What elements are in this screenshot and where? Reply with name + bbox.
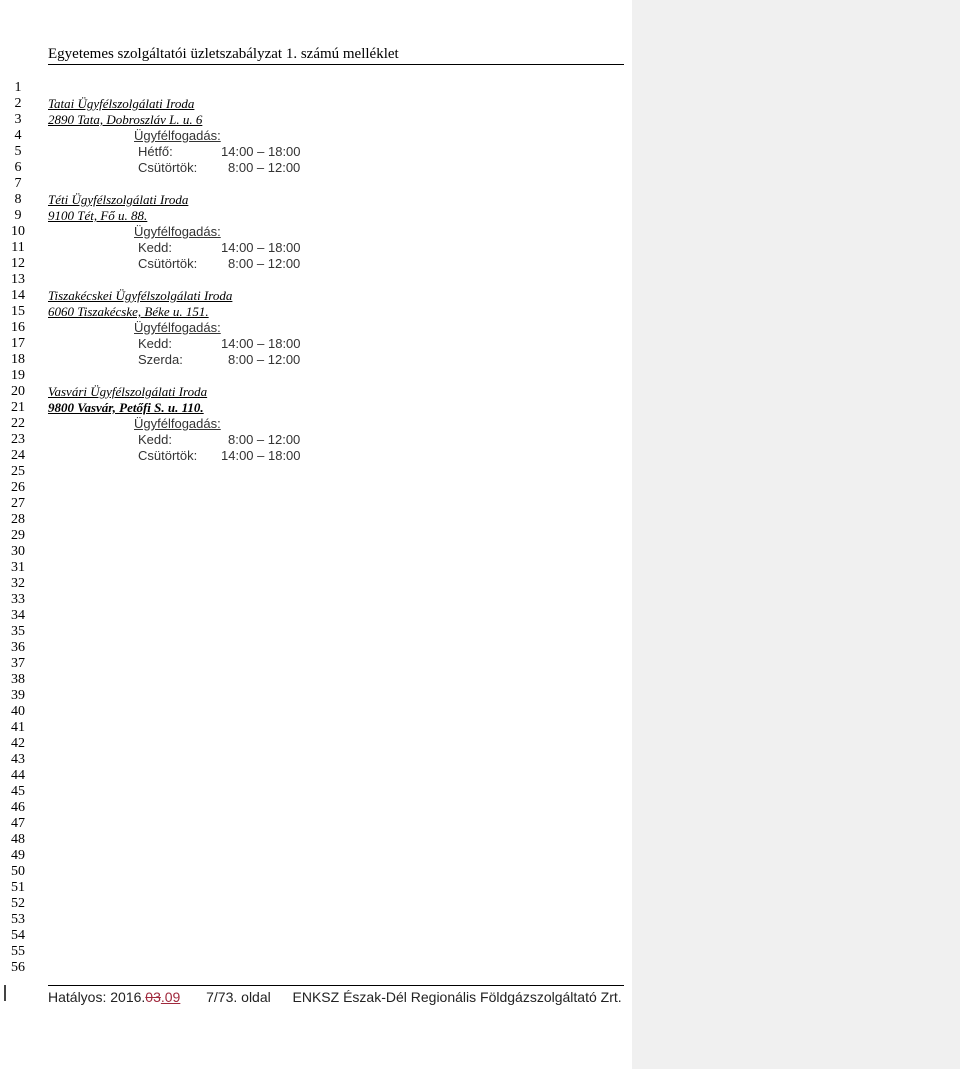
line-number: 33 — [11, 592, 25, 607]
office-address: 6060 Tiszakécske, Béke u. 151. — [48, 304, 209, 319]
office-hours-label: Ügyfélfogadás: — [134, 320, 221, 335]
footer-page-number: 7/73. oldal — [206, 989, 271, 1005]
hours-time: 8:00 – 12:00 — [228, 160, 301, 175]
line-number: 46 — [11, 800, 25, 815]
line-number: 51 — [11, 880, 25, 895]
footer-deleted-month: 03 — [145, 989, 161, 1005]
line-number: 49 — [11, 848, 25, 863]
line-number: 22 — [11, 416, 25, 431]
line-number: 25 — [11, 464, 25, 479]
line-number: 41 — [11, 720, 25, 735]
footer-inserted-day: .09 — [160, 989, 181, 1005]
line-number: 36 — [11, 640, 25, 655]
line-number: 54 — [11, 928, 25, 943]
line-number: 27 — [11, 496, 25, 511]
line-number: 39 — [11, 688, 25, 703]
hours-day: Csütörtök: — [138, 160, 198, 175]
line-number: 45 — [11, 784, 25, 799]
line-number: 8 — [14, 192, 22, 207]
line-number: 20 — [11, 384, 25, 399]
footer-company: ENKSZ Észak-Dél Regionális Földgázszolgáltató Zrt. — [292, 989, 622, 1005]
line-number: 28 — [11, 512, 25, 527]
line-number: 23 — [11, 432, 25, 447]
line-number: 6 — [14, 160, 22, 175]
hours-time: 14:00 – 18:00 — [221, 448, 301, 463]
line-number: 13 — [11, 272, 25, 287]
hours-time: 8:00 – 12:00 — [228, 256, 301, 271]
line-number: 42 — [11, 736, 25, 751]
line-number: 47 — [11, 816, 25, 831]
office-hours-label: Ügyfélfogadás: — [134, 224, 221, 239]
hours-time: 8:00 – 12:00 — [228, 432, 301, 447]
line-number: 43 — [11, 752, 25, 767]
office-address: 2890 Tata, Dobroszláv L. u. 6 — [48, 112, 203, 127]
hours-day: Csütörtök: — [138, 256, 198, 271]
hours-day: Kedd: — [138, 432, 172, 447]
line-number: 44 — [11, 768, 25, 783]
line-number: 48 — [11, 832, 25, 847]
line-number: 38 — [11, 672, 25, 687]
office-title: Vasvári Ügyfélszolgálati Iroda — [48, 384, 208, 399]
hours-time: 14:00 – 18:00 — [221, 240, 301, 255]
line-number: 31 — [11, 560, 25, 575]
line-number: 24 — [11, 448, 25, 463]
office-title: Téti Ügyfélszolgálati Iroda — [48, 192, 189, 207]
office-address: 9100 Tét, Fő u. 88. — [48, 208, 148, 223]
line-number: 19 — [11, 368, 25, 383]
page-footer — [48, 989, 622, 1005]
line-number: 26 — [11, 480, 25, 495]
line-number: 5 — [14, 144, 22, 159]
line-number: 32 — [11, 576, 25, 591]
line-number: 30 — [11, 544, 25, 559]
line-number: 9 — [14, 208, 22, 223]
footer-effective: Hatályos: 2016. — [48, 989, 146, 1005]
line-number: 52 — [11, 896, 25, 911]
office-hours-label: Ügyfélfogadás: — [134, 416, 221, 431]
change-bar — [4, 985, 6, 1001]
hours-day: Szerda: — [138, 352, 183, 367]
markup-margin-pane — [632, 0, 960, 1069]
line-number: 10 — [11, 224, 25, 239]
line-number: 50 — [11, 864, 25, 879]
line-number: 3 — [14, 112, 22, 127]
hours-time: 8:00 – 12:00 — [228, 352, 301, 367]
office-title: Tatai Ügyfélszolgálati Iroda — [48, 96, 195, 111]
line-number: 34 — [11, 608, 25, 623]
line-number: 29 — [11, 528, 25, 543]
hours-day: Kedd: — [138, 240, 172, 255]
line-number: 7 — [14, 176, 22, 191]
line-number: 18 — [11, 352, 25, 367]
line-number: 11 — [11, 240, 25, 255]
line-number: 2 — [14, 96, 22, 111]
office-address: 9800 Vasvár, Petőfi S. u. 110. — [48, 400, 204, 415]
line-number: 56 — [11, 960, 25, 975]
office-title: Tiszakécskei Ügyfélszolgálati Iroda — [48, 288, 233, 303]
line-number: 4 — [14, 128, 22, 143]
footer-divider — [48, 985, 624, 986]
hours-day: Hétfő: — [138, 144, 173, 159]
line-number: 12 — [11, 256, 25, 271]
line-number: 37 — [11, 656, 25, 671]
line-number: 1 — [14, 80, 22, 95]
office-hours-label: Ügyfélfogadás: — [134, 128, 221, 143]
line-number: 40 — [11, 704, 25, 719]
line-number: 15 — [11, 304, 25, 319]
line-number: 16 — [11, 320, 25, 335]
hours-time: 14:00 – 18:00 — [221, 336, 301, 351]
line-number: 21 — [11, 400, 25, 415]
line-number: 35 — [11, 624, 25, 639]
line-number: 55 — [11, 944, 25, 959]
header-divider — [48, 64, 624, 65]
hours-time: 14:00 – 18:00 — [221, 144, 301, 159]
hours-day: Csütörtök: — [138, 448, 198, 463]
page-header: Egyetemes szolgáltatói üzletszabályzat 1. számú melléklet — [48, 46, 399, 62]
line-number: 17 — [11, 336, 25, 351]
line-number: 14 — [11, 288, 25, 303]
hours-day: Kedd: — [138, 336, 172, 351]
line-number: 53 — [11, 912, 25, 927]
